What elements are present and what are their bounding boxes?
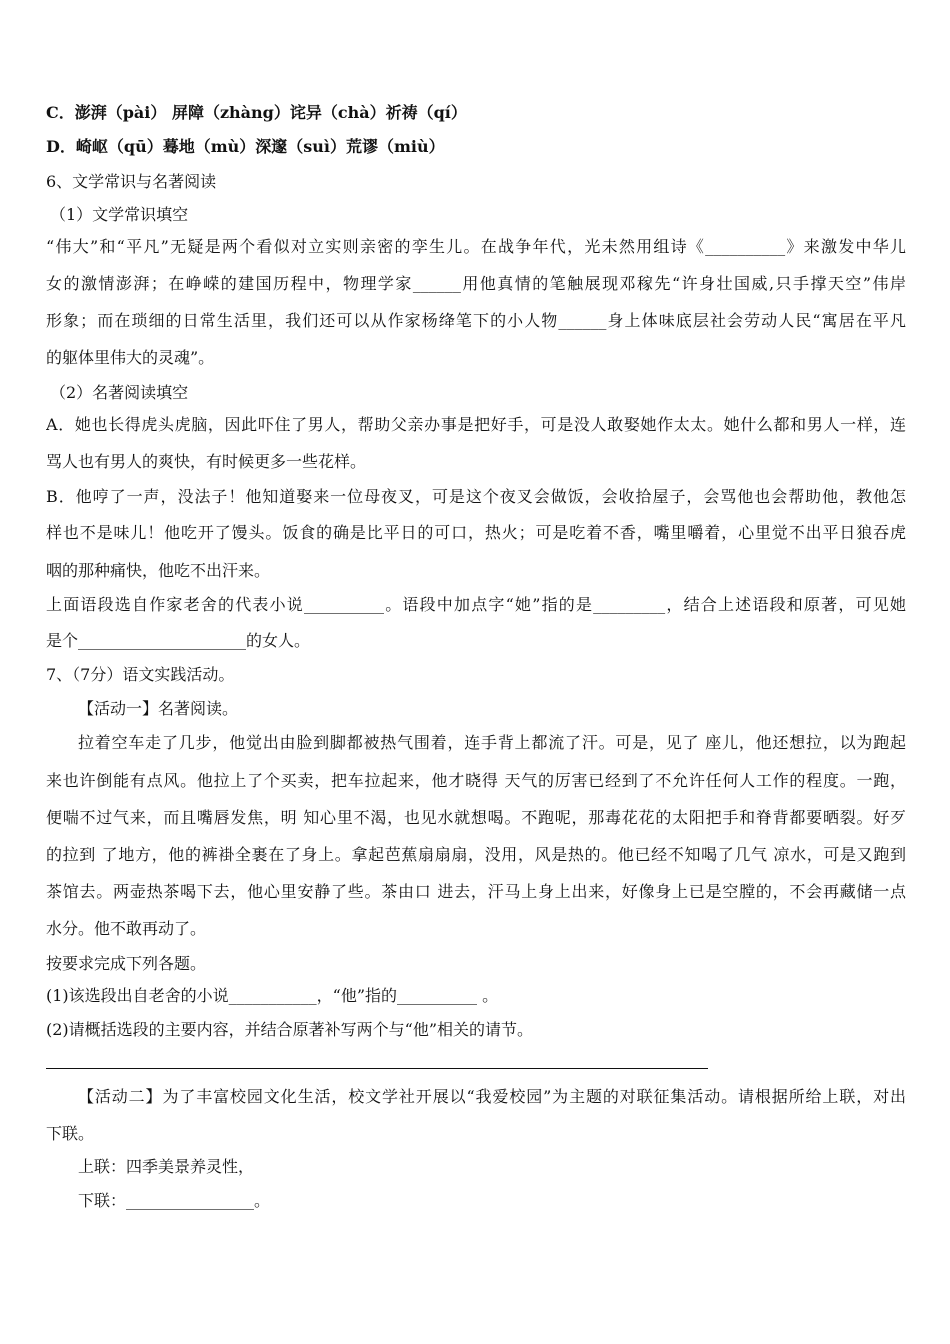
q6-part1-line: 女的激情澎湃；在峥嵘的建国历程中，物理学家______用他真情的笔触展现邓稼先“许身壮国威,只手撑天空”伟岸 xyxy=(46,274,906,293)
option-c: C．澎湃（pài） 屏障（zhàng）诧异（chà）祈祷（qí） xyxy=(46,103,467,122)
q6-part2-line: B．他哼了一声，没法子！他知道娶来一位母夜叉，可是这个夜叉会做饭，会收拾屋子，会骂他也会帮助他，教他怎 xyxy=(46,487,906,506)
passage-line: 来也许倒能有点风。他拉上了个买卖，把车拉起来，他才晓得 天气的厉害已经到了不允许任何人工作的程度。一跑， xyxy=(46,771,906,790)
q6-part2-title: （2）名著阅读填空 xyxy=(50,383,189,402)
sub-question-1: (1)该选段出自老舍的小说___________，“他”指的__________ 。 xyxy=(46,986,499,1005)
answer-line xyxy=(46,1068,708,1069)
sub-question-2: (2)请概括选段的主要内容，并结合原著补写两个与“他”相关的请节。 xyxy=(46,1020,534,1039)
option-d: D．崎岖（qū）蓦地（mù）深邃（suì）荒谬（miù） xyxy=(46,137,445,156)
passage-line: 的拉到 了地方，他的裤褂全裹在了身上。拿起芭蕉扇扇扇，没用，风是热的。他已经不知喝了几气 凉水，可是又跑到 xyxy=(46,845,906,864)
q6-part2-line: 样也不是味儿！他吃开了馒头。饭食的确是比平日的可口，热火；可是吃着不香，嘴里嚼着，心里觉不出平日狼吞虎 xyxy=(46,523,906,542)
couplet-upper: 上联：四季美景养灵性， xyxy=(78,1157,255,1176)
passage-line: 拉着空车走了几步，他觉出由脸到脚都被热气围着，连手背上都流了汗。可是，见了 座儿，他还想拉，以为跑起 xyxy=(78,733,906,752)
activity-1-title: 【活动一】名著阅读。 xyxy=(78,699,239,718)
q6-part2-line: 上面语段选自作家老舍的代表小说__________。语段中加点字“她”指的是_________，结合上述语段和原著，可见她 xyxy=(46,595,906,614)
q6-part1-line: 的躯体里伟大的灵魂”。 xyxy=(46,348,215,367)
couplet-lower: 下联：________________。 xyxy=(78,1191,271,1210)
activity-2-line: 下联。 xyxy=(46,1124,95,1143)
passage-line: 水分。他不敢再动了。 xyxy=(46,919,207,938)
q6-part1-line: “伟大”和“平凡”无疑是两个看似对立实则亲密的孪生儿。在战争年代，光未然用组诗《__________》来激发中华儿 xyxy=(46,237,906,256)
q6-part2-line: 是个_____________________的女人。 xyxy=(46,631,311,650)
q6-part2-line: A．她也长得虎头虎脑，因此吓住了男人，帮助父亲办事是把好手，可是没人敢娶她作太太。她什么都和男人一样，连 xyxy=(46,415,906,434)
passage-line: 便喘不过气来，而且嘴唇发焦，明 知心里不渴，也见水就想喝。不跑呢，那毒花花的太阳把手和脊背都要晒裂。好歹 xyxy=(46,808,906,827)
question-7-title: 7、（7分）语文实践活动。 xyxy=(46,665,235,684)
q6-part2-line: 咽的那种痛快，他吃不出汗来。 xyxy=(46,561,271,580)
q6-part2-line: 骂人也有男人的爽快，有时候更多一些花样。 xyxy=(46,452,367,471)
instruction: 按要求完成下列各题。 xyxy=(46,954,207,973)
question-6-title: 6、文学常识与名著阅读 xyxy=(46,172,217,191)
activity-2-line: 【活动二】为了丰富校园文化生活，校文学社开展以“我爱校园”为主题的对联征集活动。请根据所给上联，对出 xyxy=(78,1087,906,1106)
passage-line: 茶馆去。两壶热茶喝下去，他心里安静了些。茶由口 进去，汗马上身上出来，好像身上已是空膛的，不会再藏储一点 xyxy=(46,882,906,901)
q6-part1-line: 形象；而在琐细的日常生活里，我们还可以从作家杨绛笔下的小人物______身上体味底层社会劳动人民“寓居在平凡 xyxy=(46,311,906,330)
q6-part1-title: （1）文学常识填空 xyxy=(50,205,189,224)
